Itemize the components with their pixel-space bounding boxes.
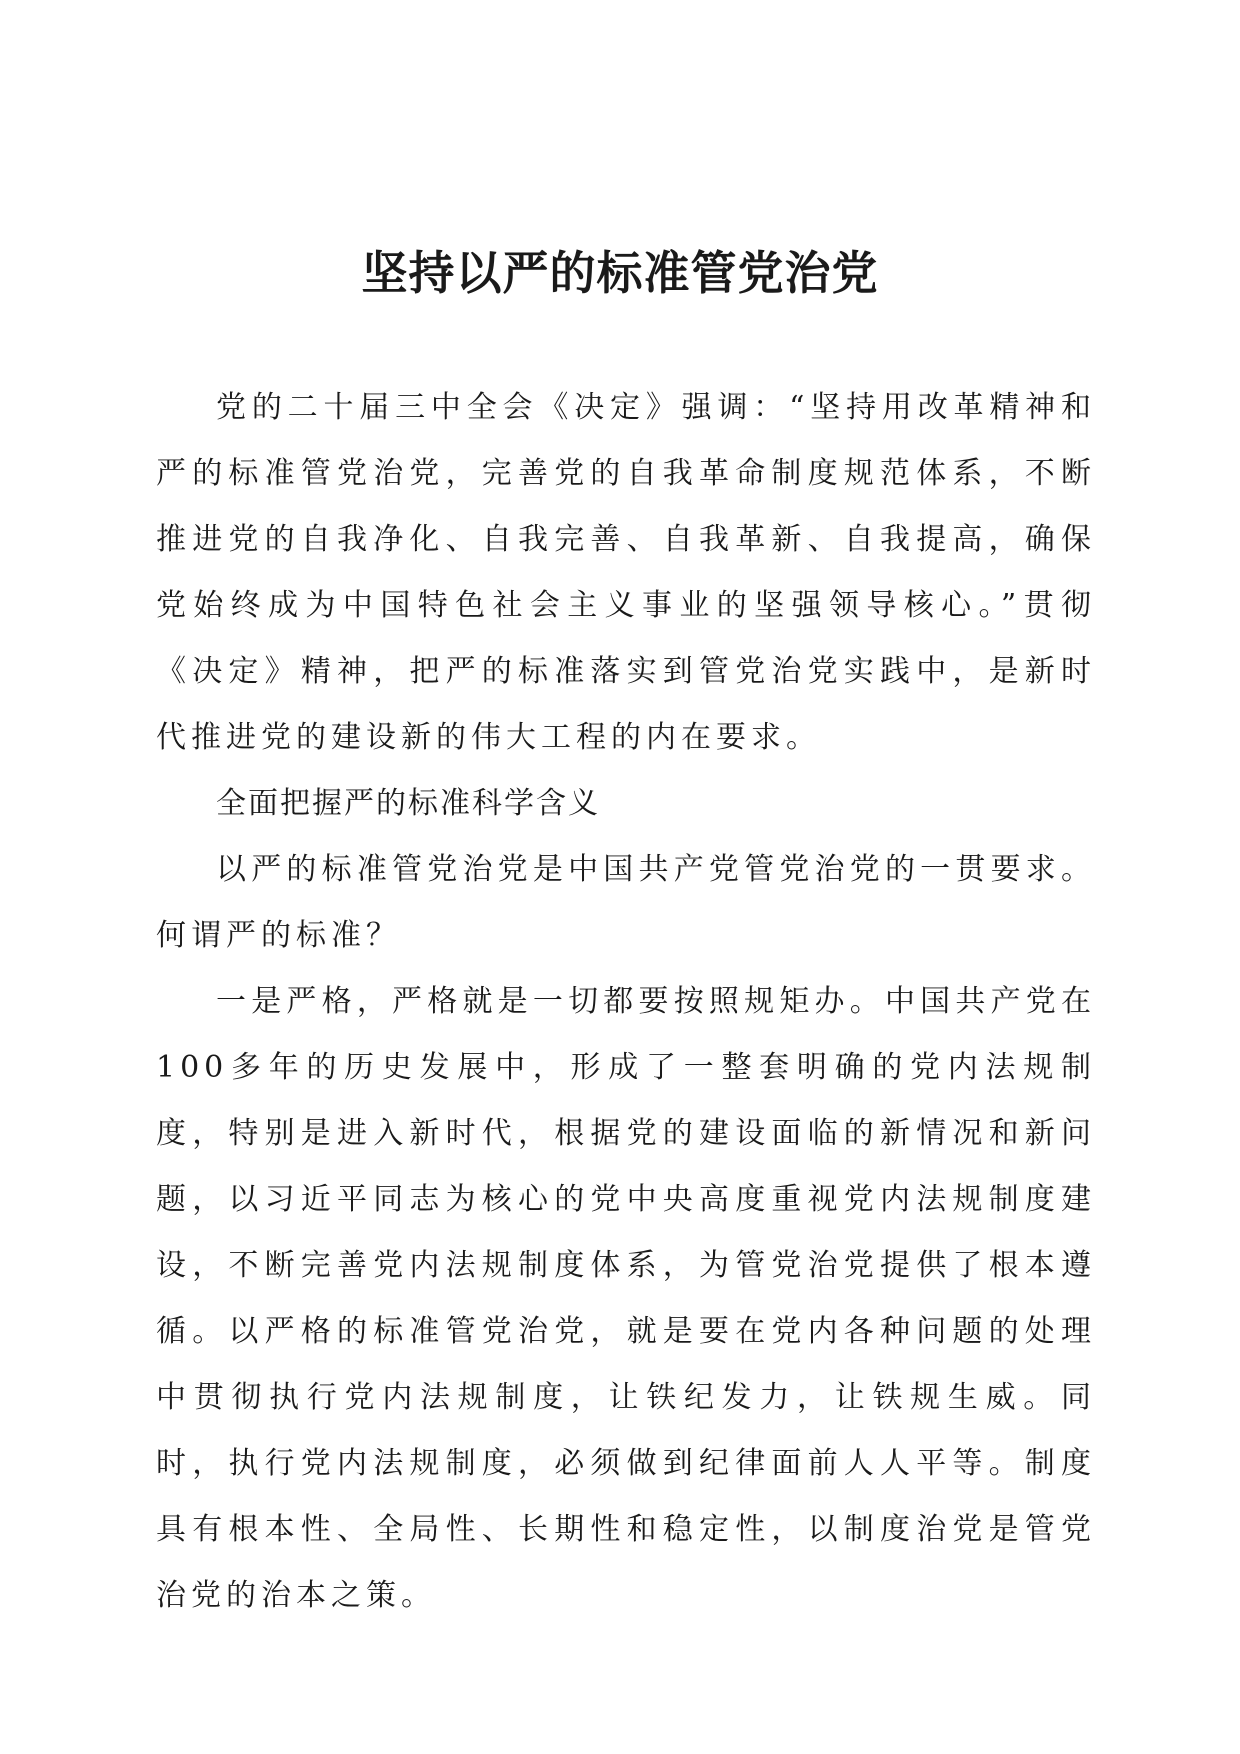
section-heading: 全面把握严的标准科学含义 bbox=[216, 786, 600, 821]
document-title: 坚持以严的标准管党治党 bbox=[361, 246, 879, 300]
intro-paragraph: 党的二十届三中全会《决定》强调：“坚持用改革精神和严的标准管党治党，完善党的自我革命制度规范体系，不断推进党的自我净化、自我完善、自我革新、自我提高，确保党始终成为中国特色社会主义事业的坚强领导核心。”贯彻《决定》精神，把严的标准落实到管党治党实践中，是新时代推进党的建设新的伟大工程的内在要求。 bbox=[156, 390, 1096, 755]
question-paragraph: 以严的标准管党治党是中国共产党管党治党的一贯要求。何谓严的标准？ bbox=[156, 852, 1096, 953]
strictness-paragraph: 一是严格，严格就是一切都要按照规矩办。中国共产党在100多年的历史发展中，形成了一整套明确的党内法规制度，特别是进入新时代，根据党的建设面临的新情况和新问题，以习近平同志为核心的党中央高度重视党内法规制度建设，不断完善党内法规制度体系，为管党治党提供了根本遵循。以严格的标准管党治党，就是要在党内各种问题的处理中贯彻执行党内法规制度，让铁纪发力，让铁规生威。同时，执行党内法规制度，必须做到纪律面前人人平等。制度具有根本性、全局性、长期性和稳定性，以制度治党是管党治党的治本之策。 bbox=[156, 984, 1096, 1613]
document-body bbox=[156, 375, 1096, 1629]
